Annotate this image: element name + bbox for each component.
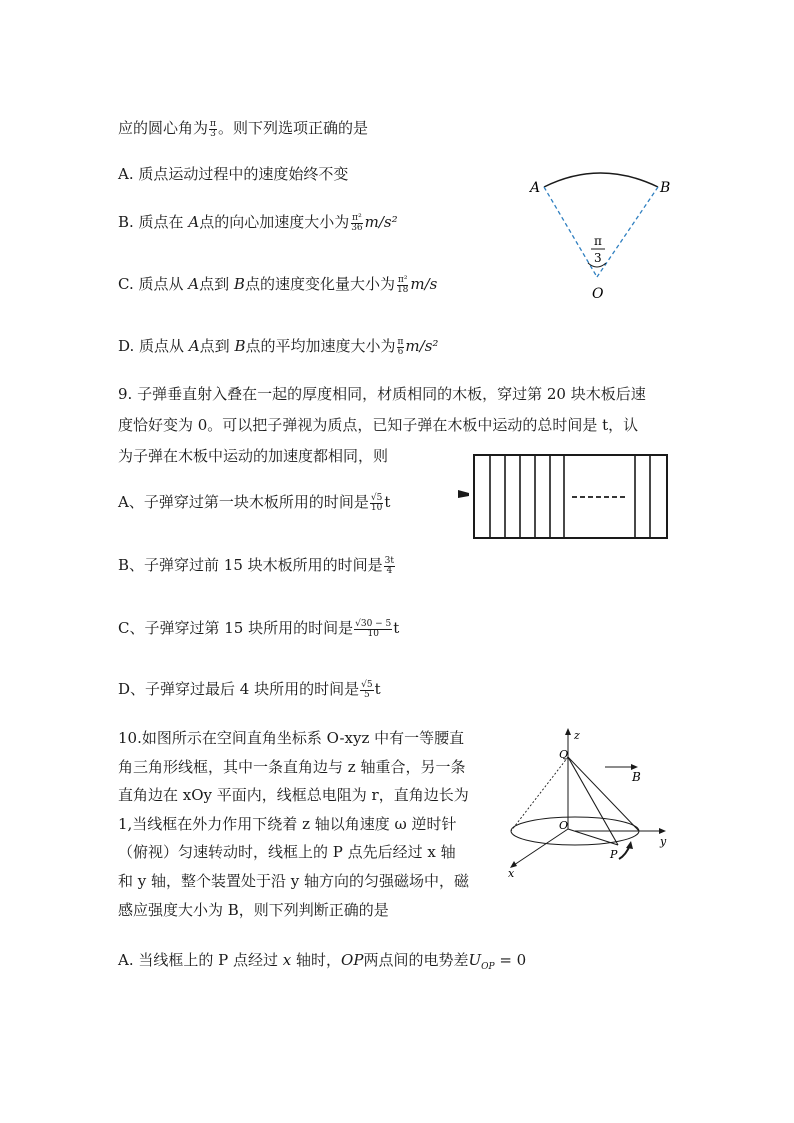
- board-dividers: [490, 455, 650, 538]
- label-x: x: [508, 867, 515, 880]
- q9-stem-1: 9. 子弹垂直射入叠在一起的厚度相同，材质相同的木板，穿过第 20 块木板后速: [118, 385, 646, 403]
- label-o: O: [592, 286, 604, 302]
- boards-figure: [455, 452, 670, 542]
- label-b: B: [660, 180, 671, 196]
- q8-option-c: C. 质点从 A点到 B点的速度变化量大小为 $\frac{\text{π²}}{18}$ m/s: [118, 274, 438, 295]
- sector-figure: [520, 165, 680, 305]
- label-y: y: [660, 835, 667, 848]
- angle-num: π: [594, 234, 602, 248]
- label-q: Q: [559, 748, 569, 761]
- fraction: $\frac{\pi}{3}$: [210, 118, 216, 139]
- q9-option-b: B、子弹穿过前 15 块木板所用的时间是 $\frac{3t}{4}$: [118, 555, 394, 576]
- label-o: O: [559, 819, 569, 832]
- label-a: A: [530, 180, 541, 196]
- rotation-arrow-head-icon: [626, 841, 633, 849]
- bullet-icon: [458, 490, 469, 498]
- cone-figure: [500, 725, 680, 880]
- q10-option-a: A. 当线框上的 P 点经过 x 轴时，OP两点间的电势差$U_{OP} = 0$: [118, 951, 527, 972]
- x-axis: [514, 829, 568, 865]
- boards-outline: [474, 455, 667, 538]
- y-axis-arrow-icon: [659, 828, 666, 834]
- z-axis-arrow-icon: [565, 728, 571, 735]
- q9-option-a: A、子弹穿过第一块木板所用的时间是 $\frac{√5}{10}$ t: [118, 492, 391, 513]
- q9-stem-3: 为子弹在木板中运动的加速度都相同，则: [118, 447, 389, 465]
- q9-option-c: C、子弹穿过第 15 块所用的时间是 $\frac{√30 - 5}{10}$ t: [118, 618, 400, 639]
- arc: [544, 173, 658, 187]
- label-z: z: [574, 729, 580, 742]
- q10-stem: 10.如图所示在空间直角坐标系 O-xyz 中有一等腰直 角三角形线框，其中一条直角边与 z 轴重合，另一条 直角边在 xOy 平面内，线框总电阻为 r，直角边长为 1,当线框在外力作用下绕着 z 轴以角速度 ω 逆时针 （俯视）匀速转动时，线框上的 P 点先后经过 x 轴 和 y 轴，整个装置处于沿 y 轴方向的匀强磁场中，磁 感应强度大小为 B，则下列判断正确的是: [118, 729, 470, 919]
- label-b: B: [632, 770, 641, 784]
- angle-den: 3: [594, 251, 602, 265]
- label-p: P: [610, 848, 618, 861]
- q8-option-b: B. 质点在 A点的向心加速度大小为 $\frac{\text{π²}}{36}$ m/s²: [118, 212, 398, 233]
- intro-line: 应的圆心角为 $\frac{\pi}{3}$ 。则下列选项正确的是: [118, 118, 368, 139]
- q8-option-d: D. 质点从 A点到 B点的平均加速度大小为 $\frac{\pi}{6}$ m/s²: [118, 336, 439, 357]
- q9-option-d: D、子弹穿过最后 4 块所用的时间是 $\frac{√5}{5}$ t: [118, 679, 381, 700]
- q8-option-a: A. 质点运动过程中的速度始终不变: [118, 165, 349, 183]
- q9-stem-2: 度恰好变为 0。可以把子弹视为质点，已知子弹在木板中运动的总时间是 t，认: [118, 416, 639, 434]
